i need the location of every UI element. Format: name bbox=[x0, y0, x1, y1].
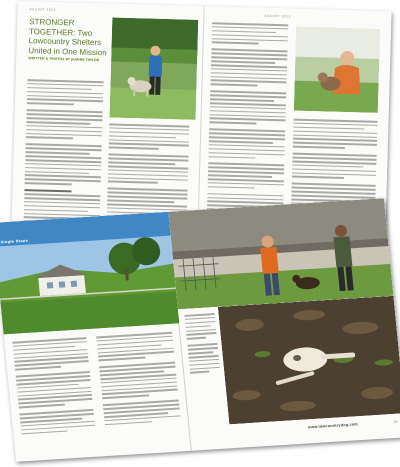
photo-bones-in-leaves bbox=[218, 296, 400, 425]
article-headline: STRONGER TOGETHER: Two Lowcountry Shelters United in One Mission bbox=[28, 17, 107, 57]
text-column-3 bbox=[207, 22, 288, 222]
section-label: Single Steps bbox=[0, 238, 29, 245]
photo-shelter-volunteers bbox=[168, 198, 393, 309]
website-url: www.lowcountrydog.com bbox=[307, 422, 359, 430]
text-column-6 bbox=[96, 332, 181, 428]
photo-shelter-building bbox=[0, 212, 179, 335]
magazine-spread-bottom bbox=[0, 198, 400, 462]
bottom-spread-left-page bbox=[0, 212, 192, 462]
page-number: 23 bbox=[393, 419, 398, 425]
photo-volunteer-with-puppy bbox=[294, 27, 380, 113]
text-column-1 bbox=[23, 79, 103, 234]
text-column-5 bbox=[12, 337, 95, 437]
text-column-7 bbox=[184, 313, 220, 376]
bottom-spread-right-page bbox=[168, 198, 400, 451]
photo-woman-with-dog bbox=[110, 17, 199, 119]
article-byline: WRITTEN & PHOTOS BY JEANNE TAYLOR bbox=[28, 56, 100, 63]
running-header-right: AUGUST 2012 bbox=[264, 13, 292, 19]
running-header: AUGUST 2012 bbox=[29, 7, 57, 12]
